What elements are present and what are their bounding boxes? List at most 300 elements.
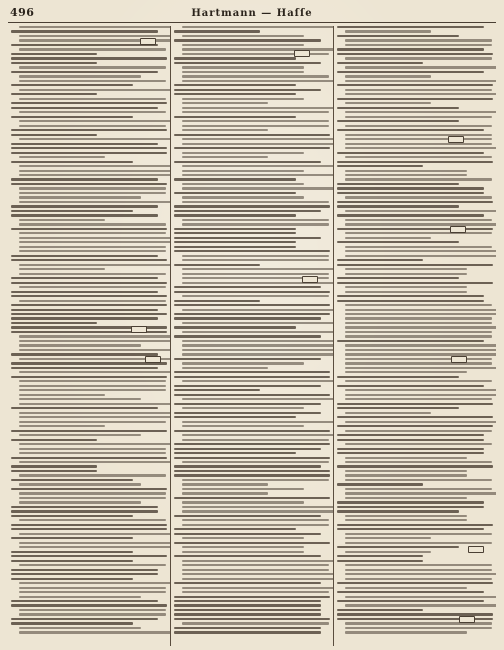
entry-line	[337, 546, 459, 548]
entry-line	[345, 587, 467, 589]
entry-line	[182, 26, 333, 28]
entry-line	[345, 394, 496, 396]
entry-marker	[140, 38, 156, 45]
entry-line	[182, 102, 268, 104]
entry-line	[182, 483, 268, 485]
entry-line	[19, 492, 166, 494]
entry-line	[11, 44, 158, 46]
entry-line	[337, 183, 459, 185]
entry-line	[337, 214, 484, 216]
entry-line	[19, 389, 166, 391]
entry-line	[174, 371, 330, 373]
entry-line	[174, 317, 321, 319]
entry-line	[182, 569, 329, 571]
entry-line	[345, 111, 496, 113]
entry-line	[345, 44, 492, 46]
entry-marker	[451, 356, 467, 363]
entry-line	[11, 555, 167, 557]
entry-line	[345, 66, 496, 68]
entry-line	[11, 178, 158, 180]
entry-line	[182, 322, 333, 324]
entry-line	[19, 219, 105, 221]
entry-line	[182, 107, 333, 109]
entry-line	[174, 39, 321, 41]
entry-line	[345, 537, 431, 539]
entry-line	[174, 62, 321, 64]
entry-line	[11, 510, 158, 512]
entry-line	[337, 407, 459, 409]
entry-line	[345, 125, 492, 127]
entry-line	[345, 147, 496, 149]
entry-line	[174, 465, 321, 467]
entry-line	[11, 488, 167, 490]
entry-line	[174, 89, 321, 91]
entry-line	[182, 111, 329, 113]
entry-line	[337, 62, 423, 64]
entry-line	[11, 291, 158, 293]
entry-line	[182, 268, 333, 270]
entry-line	[19, 340, 170, 342]
entry-line	[19, 250, 166, 252]
entry-line	[19, 66, 166, 68]
entry-line	[11, 53, 97, 55]
directory-columns	[8, 26, 496, 646]
entry-line	[182, 48, 333, 50]
entry-line	[345, 89, 492, 91]
entry-line	[19, 380, 166, 382]
entry-line	[11, 84, 133, 86]
entry-line	[11, 439, 97, 441]
entry-line	[11, 259, 167, 261]
entry-line	[182, 156, 268, 158]
entry-line	[174, 326, 296, 328]
entry-line	[182, 98, 304, 100]
entry-line	[11, 57, 167, 59]
entry-line	[182, 622, 329, 624]
entry-line	[19, 613, 166, 615]
entry-line	[11, 309, 158, 311]
entry-line	[174, 394, 330, 396]
entry-line	[182, 273, 329, 275]
entry-line	[11, 210, 133, 212]
entry-line	[174, 147, 330, 149]
entry-line	[345, 421, 496, 423]
entry-line	[182, 439, 329, 441]
entry-line	[174, 555, 321, 557]
entry-line	[337, 84, 493, 86]
entry-line	[337, 434, 484, 436]
entry-line	[19, 264, 170, 266]
entry-line	[19, 26, 170, 28]
entry-line	[11, 457, 167, 459]
entry-line	[182, 578, 333, 580]
entry-line	[182, 35, 304, 37]
entry-line	[182, 421, 333, 423]
entry-line	[174, 116, 296, 118]
entry-line	[11, 430, 167, 432]
entry-line	[337, 259, 423, 261]
entry-line	[11, 537, 133, 539]
entry-line	[19, 394, 105, 396]
entry-line	[182, 174, 333, 176]
entry-line	[11, 317, 158, 319]
entry-line	[19, 398, 141, 400]
entry-line	[337, 205, 459, 207]
entry-line	[11, 465, 97, 467]
entry-line	[19, 483, 141, 485]
entry-line	[345, 353, 496, 355]
entry-line	[11, 147, 167, 149]
entry-line	[182, 591, 329, 593]
entry-line	[174, 214, 296, 216]
entry-line	[182, 165, 333, 167]
entry-line	[11, 129, 167, 131]
entry-line	[11, 277, 158, 279]
entry-line	[182, 537, 304, 539]
entry-line	[19, 80, 166, 82]
entry-line	[19, 335, 170, 337]
entry-marker	[145, 356, 161, 363]
entry-line	[345, 542, 492, 544]
entry-line	[337, 98, 493, 100]
entry-line	[11, 551, 133, 553]
entry-line	[174, 389, 260, 391]
entry-line	[19, 627, 141, 629]
entry-line	[337, 403, 493, 405]
entry-line	[19, 416, 170, 418]
entry-line	[345, 573, 496, 575]
entry-line	[11, 618, 158, 620]
entry-line	[174, 304, 330, 306]
entry-line	[182, 138, 333, 140]
entry-line	[182, 573, 333, 575]
entry-line	[337, 165, 423, 167]
entry-line	[19, 165, 170, 167]
entry-marker	[459, 616, 475, 623]
entry-line	[182, 219, 329, 221]
entry-line	[174, 250, 330, 252]
entry-line	[19, 241, 170, 243]
entry-line	[11, 515, 133, 517]
entry-line	[345, 519, 467, 521]
entry-line	[337, 600, 484, 602]
entry-line	[345, 344, 496, 346]
entry-line	[345, 627, 492, 629]
entry-line	[337, 425, 493, 427]
entry-line	[19, 533, 170, 535]
entry-line	[11, 30, 158, 32]
entry-line	[337, 161, 493, 163]
entry-line	[19, 385, 166, 387]
entry-line	[345, 335, 492, 337]
entry-line	[345, 170, 467, 172]
entry-line	[19, 187, 166, 189]
entry-line	[337, 201, 493, 203]
entry-line	[182, 344, 333, 346]
entry-line	[19, 246, 166, 248]
entry-line	[11, 470, 97, 472]
entry-line	[174, 178, 296, 180]
entry-line	[345, 255, 496, 257]
entry-line	[182, 201, 329, 203]
entry-line	[11, 116, 133, 118]
entry-line	[174, 300, 260, 302]
entry-line	[174, 604, 321, 606]
entry-line	[174, 528, 296, 530]
entry-line	[182, 340, 333, 342]
entry-line	[345, 57, 492, 59]
entry-line	[19, 434, 141, 436]
entry-line	[174, 443, 330, 445]
entry-line	[345, 578, 492, 580]
entry-line	[345, 631, 467, 633]
entry-line	[182, 519, 329, 521]
entry-line	[19, 421, 166, 423]
entry-line	[174, 385, 321, 387]
entry-line	[182, 510, 333, 512]
entry-line	[19, 448, 166, 450]
entry-line	[174, 515, 321, 517]
entry-line	[337, 510, 459, 512]
entry-line	[19, 497, 166, 499]
entry-line	[182, 331, 333, 333]
entry-line	[345, 497, 467, 499]
entry-line	[174, 264, 260, 266]
entry-line	[182, 71, 304, 73]
entry-line	[182, 309, 333, 311]
entry-line	[19, 75, 141, 77]
entry-line	[337, 187, 484, 189]
entry-line	[174, 30, 260, 32]
entry-line	[182, 506, 333, 508]
entry-line	[337, 501, 484, 503]
entry-line	[337, 26, 484, 28]
entry-line	[19, 138, 170, 140]
entry-line	[345, 75, 431, 77]
entry-line	[345, 232, 492, 234]
entry-line	[182, 380, 333, 382]
entry-line	[345, 492, 496, 494]
entry-line	[345, 313, 496, 315]
entry-line	[11, 560, 133, 562]
entry-line	[11, 214, 158, 216]
entry-line	[174, 457, 330, 459]
entry-line	[345, 470, 467, 472]
entry-line	[174, 335, 321, 337]
entry-line	[19, 349, 170, 351]
entry-line	[11, 102, 167, 104]
entry-line	[182, 152, 304, 154]
entry-line	[345, 551, 431, 553]
entry-line	[19, 111, 166, 113]
entry-line	[345, 219, 492, 221]
entry-line	[337, 591, 484, 593]
entry-line	[337, 560, 423, 562]
entry-line	[182, 551, 304, 553]
entry-line	[174, 205, 330, 207]
entry-line	[174, 286, 321, 288]
entry-line	[174, 403, 321, 405]
entry-line	[345, 138, 492, 140]
entry-line	[11, 622, 133, 624]
entry-line	[11, 282, 167, 284]
entry-line	[174, 470, 330, 472]
entry-line	[182, 143, 333, 145]
entry-line	[345, 367, 496, 369]
column-left	[8, 26, 170, 646]
entry-line	[345, 474, 467, 476]
entry-line	[174, 631, 321, 633]
entry-line	[19, 519, 166, 521]
entry-line	[337, 282, 493, 284]
entry-line	[174, 618, 330, 620]
entry-line	[11, 152, 167, 154]
entry-line	[174, 192, 296, 194]
entry-line	[182, 125, 329, 127]
entry-line	[345, 268, 467, 270]
entry-line	[11, 573, 158, 575]
entry-line	[11, 524, 167, 526]
entry-line	[345, 304, 492, 306]
entry-line	[337, 264, 493, 266]
entry-line	[345, 250, 496, 252]
entry-line	[345, 461, 492, 463]
entry-line	[11, 134, 97, 136]
entry-line	[337, 152, 484, 154]
entry-line	[182, 170, 304, 172]
entry-line	[11, 228, 167, 230]
entry-line	[19, 371, 170, 373]
entry-line	[182, 461, 329, 463]
entry-marker	[294, 50, 310, 57]
entry-line	[182, 425, 304, 427]
entry-line	[19, 170, 170, 172]
entry-line	[174, 241, 296, 243]
entry-marker	[302, 276, 318, 283]
entry-line	[174, 134, 330, 136]
entry-line	[19, 501, 141, 503]
entry-line	[174, 358, 321, 360]
entry-line	[19, 125, 166, 127]
entry-line	[19, 174, 170, 176]
entry-line	[345, 116, 492, 118]
entry-line	[182, 501, 304, 503]
entry-line	[182, 259, 329, 261]
entry-line	[11, 362, 167, 364]
entry-line	[345, 30, 431, 32]
entry-line	[345, 604, 496, 606]
entry-line	[345, 174, 467, 176]
entry-line	[345, 412, 431, 414]
entry-line	[182, 120, 329, 122]
entry-line	[19, 609, 166, 611]
entry-line	[19, 273, 166, 275]
entry-line	[337, 48, 484, 50]
entry-line	[345, 317, 492, 319]
entry-line	[345, 515, 467, 517]
entry-line	[19, 443, 170, 445]
entry-line	[19, 631, 170, 633]
entry-line	[19, 587, 166, 589]
entry-line	[345, 309, 496, 311]
entry-line	[19, 120, 170, 122]
entry-line	[11, 578, 133, 580]
entry-line	[182, 434, 333, 436]
entry-line	[174, 237, 321, 239]
entry-line	[11, 255, 158, 257]
entry-line	[337, 416, 493, 418]
entry-line	[11, 313, 167, 315]
entry-line	[345, 443, 492, 445]
entry-line	[345, 156, 492, 158]
entry-line	[11, 295, 167, 297]
entry-line	[345, 178, 492, 180]
entry-line	[174, 416, 296, 418]
entry-line	[345, 380, 492, 382]
entry-line	[11, 600, 158, 602]
entry-line	[19, 591, 166, 593]
entry-line	[182, 407, 304, 409]
entry-line	[182, 362, 304, 364]
entry-line	[182, 129, 268, 131]
entry-line	[345, 457, 467, 459]
entry-line	[174, 246, 296, 248]
entry-line	[19, 300, 166, 302]
entry-line	[174, 228, 296, 230]
entry-line	[345, 223, 496, 225]
entry-line	[337, 555, 423, 557]
entry-line	[174, 313, 330, 315]
entry-line	[337, 448, 484, 450]
entry-line	[345, 430, 492, 432]
entry-line	[182, 560, 333, 562]
entry-line	[182, 187, 333, 189]
entry-line	[174, 582, 321, 584]
entry-marker	[450, 226, 466, 233]
entry-line	[182, 66, 304, 68]
entry-line	[345, 39, 492, 41]
entry-line	[337, 439, 484, 441]
entry-line	[345, 389, 496, 391]
page-number: 496	[10, 6, 35, 19]
entry-line	[182, 295, 329, 297]
entry-line	[19, 546, 170, 548]
entry-marker	[131, 326, 147, 333]
entry-line	[182, 255, 329, 257]
entry-line	[19, 596, 141, 598]
entry-line	[19, 461, 170, 463]
entry-line	[182, 353, 333, 355]
entry-line	[19, 201, 170, 203]
entry-line	[19, 237, 170, 239]
entry-line	[345, 286, 467, 288]
entry-line	[11, 62, 97, 64]
entry-line	[174, 210, 321, 212]
entry-line	[345, 569, 492, 571]
entry-line	[174, 497, 330, 499]
entry-line	[174, 613, 321, 615]
entry-line	[345, 362, 492, 364]
entry-line	[19, 156, 105, 158]
entry-marker	[468, 546, 484, 553]
entry-line	[11, 205, 158, 207]
entry-line	[345, 102, 431, 104]
entry-line	[19, 48, 166, 50]
entry-line	[182, 80, 333, 82]
column-middle	[170, 26, 333, 646]
entry-line	[182, 183, 304, 185]
entry-line	[19, 98, 166, 100]
